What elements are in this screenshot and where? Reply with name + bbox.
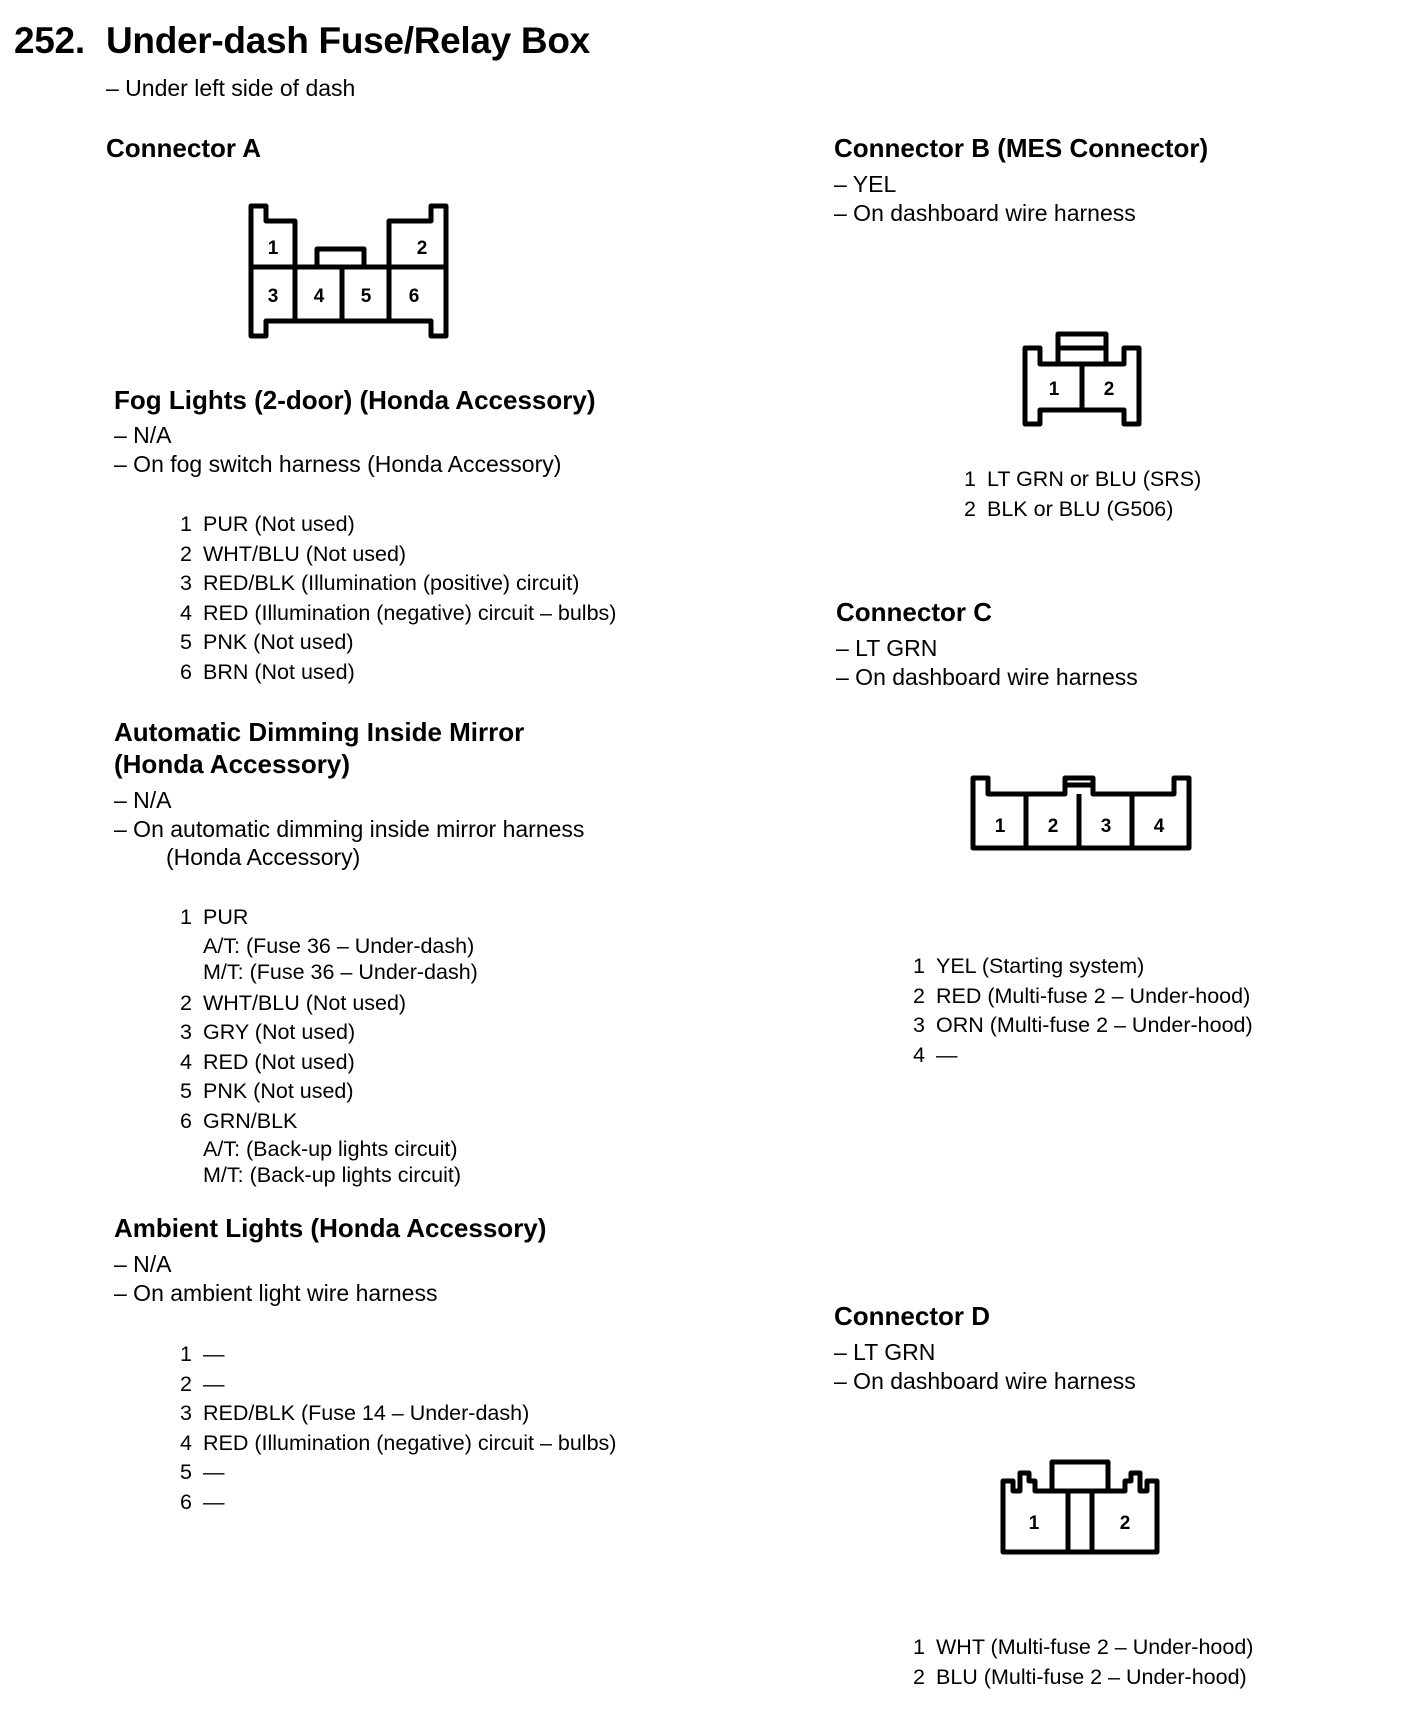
pin-row: 6 GRN/BLK A/T: (Back-up lights circuit) M/T: (Back-up lights circuit) xyxy=(180,1108,462,1187)
connector-a-pin-3: 3 xyxy=(267,286,279,307)
ambient-lights-pin-list xyxy=(180,1340,616,1517)
connector-d-pin-list xyxy=(913,1633,1253,1692)
dimming-mirror-title-line2: (Honda Accessory) xyxy=(114,749,350,779)
connector-c-location: – On dashboard wire harness xyxy=(836,664,1138,690)
connector-c-pin-1: 1 xyxy=(994,816,1006,837)
pin-row: 5 PNK (Not used) xyxy=(180,630,354,654)
connector-a-pin-2: 2 xyxy=(416,238,428,259)
connector-c-color: – LT GRN xyxy=(836,635,938,661)
pin-row: 3 GRY (Not used) xyxy=(180,1020,356,1044)
fog-lights-title: Fog Lights (2-door) (Honda Accessory) xyxy=(114,385,596,415)
dimming-mirror-location-cont: (Honda Accessory) xyxy=(166,844,361,870)
pin-row: 2 RED (Multi-fuse 2 – Under-hood) xyxy=(913,983,1251,1008)
pin-row: 1 LT GRN or BLU (SRS) xyxy=(964,467,1202,491)
dimming-mirror-color: – N/A xyxy=(114,787,172,813)
ambient-lights-location: – On ambient light wire harness xyxy=(114,1280,438,1306)
connector-b-pin-2: 2 xyxy=(1103,379,1115,400)
connector-c-pin-2: 2 xyxy=(1047,816,1059,837)
connector-b-pin-1: 1 xyxy=(1048,379,1060,400)
dimming-mirror-location: – On automatic dimming inside mirror harness xyxy=(114,816,585,842)
fog-lights-location: – On fog switch harness (Honda Accessory) xyxy=(114,451,562,477)
connector-d-pin-2: 2 xyxy=(1119,1513,1131,1534)
connector-b-diagram xyxy=(1022,331,1142,427)
ambient-lights-color: – N/A xyxy=(114,1251,172,1277)
connector-a-title: Connector A xyxy=(106,133,262,163)
pin-row: 2 BLK or BLU (G506) xyxy=(964,496,1174,521)
page-number: 252. xyxy=(14,20,85,61)
connector-d-latch xyxy=(1052,1462,1108,1491)
pin-row: 1 PUR A/T: (Fuse 36 – Under-dash) M/T: (Fuse 36 – Under-dash) xyxy=(180,905,478,984)
connector-d-location: – On dashboard wire harness xyxy=(834,1368,1136,1394)
pin-row: 3 RED/BLK (Fuse 14 – Under-dash) xyxy=(180,1401,530,1425)
dimming-mirror-title-line1: Automatic Dimming Inside Mirror xyxy=(114,717,525,747)
pin-row: 6 — xyxy=(180,1489,225,1514)
connector-d-housing xyxy=(1003,1473,1157,1552)
connector-d-pin-1: 1 xyxy=(1028,1513,1040,1534)
connector-d-color: – LT GRN xyxy=(834,1339,936,1365)
page-title xyxy=(14,20,590,62)
pin-row: 2 — xyxy=(180,1371,225,1396)
pin-row: 6 BRN (Not used) xyxy=(180,659,355,684)
pin-row: 1 — xyxy=(180,1342,225,1366)
connector-c-pin-4: 4 xyxy=(1153,816,1165,837)
connector-b-location: – On dashboard wire harness xyxy=(834,200,1136,226)
pin-row: 3 RED/BLK (Illumination (positive) circuit) xyxy=(180,571,580,595)
connector-a-pin-1: 1 xyxy=(267,238,279,259)
pin-row: 5 — xyxy=(180,1460,225,1484)
pin-row: 2 BLU (Multi-fuse 2 – Under-hood) xyxy=(913,1664,1247,1689)
pin-row: 5 PNK (Not used) xyxy=(180,1079,354,1103)
connector-a-diagram xyxy=(248,203,452,339)
fog-lights-pin-list xyxy=(180,510,616,687)
pin-row: 2 WHT/BLU (Not used) xyxy=(180,541,407,566)
pin-row: 1 WHT (Multi-fuse 2 – Under-hood) xyxy=(913,1635,1254,1659)
connector-c-diagram xyxy=(970,775,1192,851)
pin-row: 1 YEL (Starting system) xyxy=(913,954,1145,978)
pin-row: 2 WHT/BLU (Not used) xyxy=(180,990,407,1015)
page-location: – Under left side of dash xyxy=(106,75,356,101)
pin-row: 4 RED (Illumination (negative) circuit – bulbs) xyxy=(180,1430,617,1455)
pin-row: 3 ORN (Multi-fuse 2 – Under-hood) xyxy=(913,1013,1253,1037)
pin-row: 4 RED (Illumination (negative) circuit – bulbs) xyxy=(180,600,617,625)
pin-row: 1 PUR (Not used) xyxy=(180,512,355,536)
pin-row: 4 — xyxy=(913,1042,958,1067)
fog-lights-color: – N/A xyxy=(114,422,172,448)
connector-d-title: Connector D xyxy=(834,1301,990,1331)
connector-d-diagram xyxy=(1000,1459,1160,1555)
connector-b-color: – YEL xyxy=(834,171,897,197)
connector-b-title: Connector B (MES Connector) xyxy=(834,133,1209,163)
page-title-text: Under-dash Fuse/Relay Box xyxy=(106,20,590,61)
connector-b-latch xyxy=(1058,334,1106,364)
connector-a-pin-5: 5 xyxy=(360,286,372,307)
connector-c-pin-list xyxy=(913,952,1253,1070)
connector-a-latch xyxy=(317,249,364,267)
dimming-mirror-pin-list xyxy=(180,903,478,1188)
connector-c-pin-3: 3 xyxy=(1100,816,1112,837)
connector-b-pin-list xyxy=(964,465,1201,524)
connector-c-title: Connector C xyxy=(836,597,992,627)
connector-a-pin-6: 6 xyxy=(408,286,420,307)
ambient-lights-title: Ambient Lights (Honda Accessory) xyxy=(114,1213,547,1243)
pin-row: 4 RED (Not used) xyxy=(180,1049,355,1074)
connector-a-pin-4: 4 xyxy=(313,286,325,307)
